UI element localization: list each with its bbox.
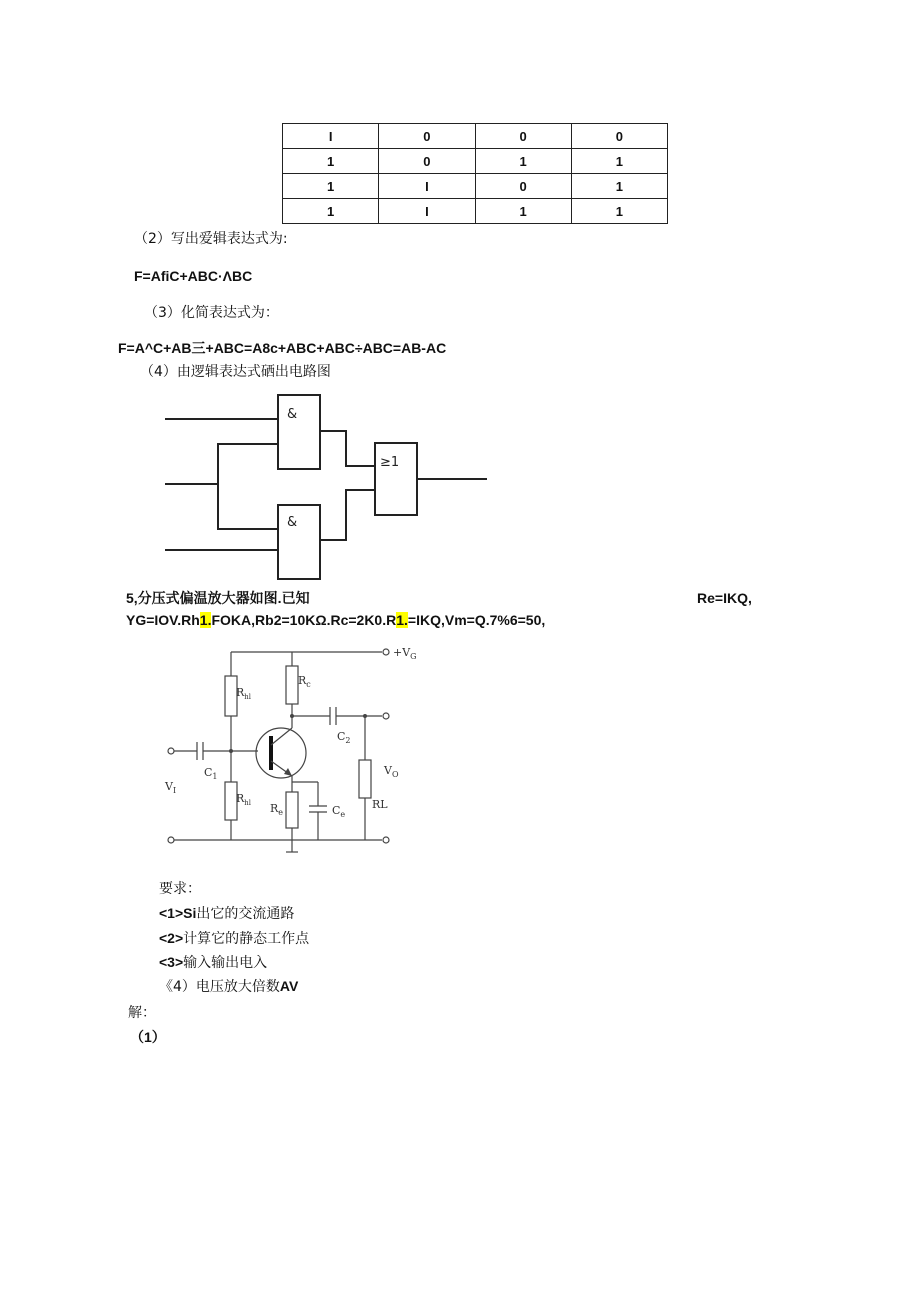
table-cell: 0: [379, 149, 475, 174]
params-part-b: FOKA,Rb2=10KΩ.Rc=2K0.R: [211, 612, 397, 628]
solution-item-1: （1）: [130, 1029, 166, 1045]
table-cell: 1: [475, 149, 571, 174]
requirement-2-prefix: <2>: [159, 930, 184, 946]
rb2-label: $R_{hl}$: [236, 792, 252, 807]
and-gate-top-label: &: [287, 407, 298, 422]
step4-heading: （4）由逻辑表达式硒出电路图: [140, 364, 331, 380]
params-highlight-1: 1.: [199, 612, 212, 628]
collector-node: [290, 714, 294, 718]
transistor-circle: [256, 728, 306, 778]
step3-heading: （3）化简表达式为：: [144, 305, 279, 321]
input-terminal: [168, 748, 174, 754]
requirements-title: 要求：: [159, 881, 201, 897]
output-terminal: [383, 713, 389, 719]
step2-formula: F=AfiC+ABC·ΛBC: [134, 268, 253, 284]
step3-formula: F=A^C+AB三+ABC=A8c+ABC+ABC÷ABC=AB-AC: [118, 340, 447, 356]
requirement-4-suffix: AV: [279, 978, 299, 994]
rc-label: $R_c$: [298, 674, 311, 689]
requirement-1-prefix: <1>Si: [159, 905, 197, 921]
rl-label: RL: [372, 798, 388, 811]
vcc-terminal: [383, 649, 389, 655]
c2-label: $C_2$: [337, 730, 351, 745]
params-highlight-2: 1.: [396, 612, 408, 628]
table-cell: 1: [283, 174, 379, 199]
table-cell: 1: [475, 199, 571, 224]
requirement-1-text: 出它的交流通路: [196, 906, 295, 922]
table-cell: I: [379, 174, 475, 199]
rb1-label: $R_{hl}$: [236, 686, 252, 701]
requirement-3: [159, 952, 267, 972]
input-ground-terminal: [168, 837, 174, 843]
table-cell: 1: [571, 149, 667, 174]
table-cell: 1: [571, 174, 667, 199]
re-resistor: [286, 792, 298, 828]
requirement-4: [159, 976, 298, 996]
table-cell: I: [283, 124, 379, 149]
table-cell: I: [379, 199, 475, 224]
step2-heading: （2）写出爱辑表达式为:: [134, 231, 288, 247]
base-node: [229, 749, 233, 753]
c1-label: $C_1$: [204, 766, 218, 781]
vo-label: $V_O$: [384, 764, 399, 779]
table-cell: 1: [571, 199, 667, 224]
table-cell: 0: [571, 124, 667, 149]
requirement-1: [159, 903, 294, 923]
problem5-re-value: Re=IKQ,: [697, 590, 752, 606]
vi-label: $V_I$: [165, 780, 177, 795]
re-label: $R_e$: [270, 802, 284, 817]
params-part-c: =IKQ,Vm=Q.7%6=50,: [407, 612, 546, 628]
params-part-a: YG=IOV.Rh: [126, 612, 200, 628]
rl-node: [363, 714, 367, 718]
table-cell: 1: [283, 199, 379, 224]
solution-title: 解：: [128, 1005, 156, 1021]
requirement-3-text: 输入输出电入: [183, 955, 268, 971]
table-cell: 1: [283, 149, 379, 174]
problem5-intro-text: 5,分压式偏温放大器如图.已知: [126, 590, 310, 606]
vcc-label: $+V_G$: [393, 646, 417, 661]
requirement-4-prefix: 《4）电压放大倍数: [159, 979, 280, 995]
table-cell: 0: [475, 124, 571, 149]
requirement-3-prefix: <3>: [159, 954, 184, 970]
requirement-2: [159, 928, 309, 948]
rc-resistor: [286, 666, 298, 704]
table-cell: 0: [475, 174, 571, 199]
transistor-collector: [271, 728, 292, 745]
or-gate-label: ≥1: [380, 455, 400, 470]
emitter-arrow-icon: [284, 768, 292, 776]
output-ground-terminal: [383, 837, 389, 843]
table-cell: 0: [379, 124, 475, 149]
ce-label: $C_e$: [332, 804, 346, 819]
requirement-2-text: 计算它的静态工作点: [183, 931, 310, 947]
rl-resistor: [359, 760, 371, 798]
and-gate-bottom-label: &: [287, 515, 298, 530]
